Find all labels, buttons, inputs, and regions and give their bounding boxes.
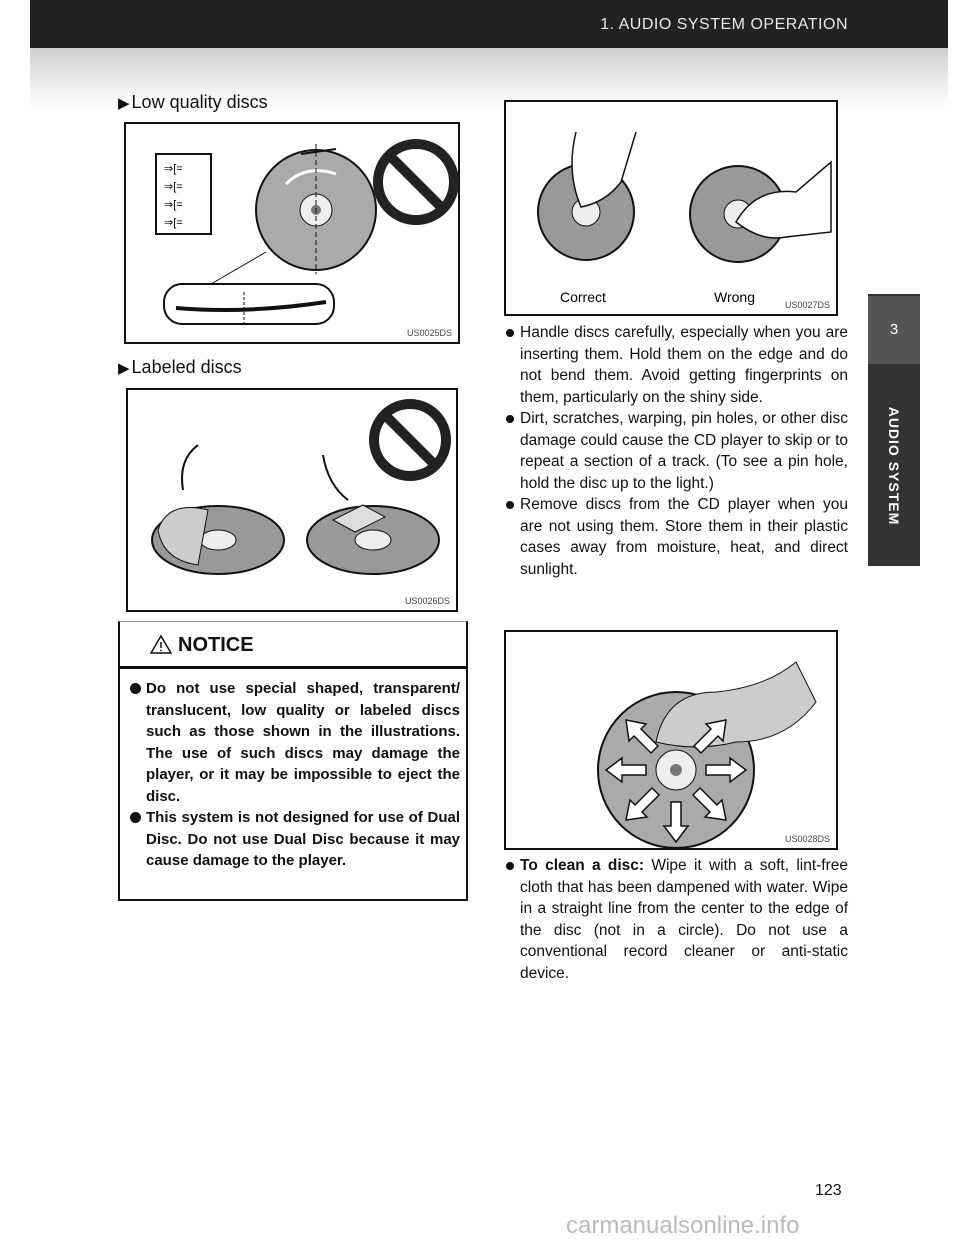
cleaning-lead: To clean a disc: <box>520 857 645 874</box>
correct-label: Correct <box>560 289 606 305</box>
bullet-icon <box>506 501 514 509</box>
svg-text:⇒[=: ⇒[= <box>164 199 183 211</box>
page-header <box>30 0 948 48</box>
chapter-label: AUDIO SYSTEM <box>886 406 902 526</box>
triangle-icon: ▶ <box>118 360 130 377</box>
prohibited-icon <box>378 144 454 220</box>
figure-code: US0028DS <box>784 834 830 844</box>
notice-title: NOTICE <box>178 634 254 656</box>
notice-list <box>130 678 460 872</box>
svg-text:⇒[=: ⇒[= <box>164 217 183 229</box>
notice-item: This system is not designed for use of Dual Disc. Do not use Dual Disc because it may cause damage to the player. <box>130 807 460 872</box>
handling-item: Dirt, scratches, warping, pin holes, or other disc damage could cause the CD player to skip or to repeat a section of a track. (To see a pin hole, hold the disc up to the light.) <box>506 408 848 494</box>
notice-header <box>120 622 466 669</box>
svg-text:⇒[=: ⇒[= <box>164 181 183 193</box>
cleaning-text: Wipe it with a soft, lint-free cloth that has been dampened with water. Wipe in a straight line from the center to the edge of the disc (not in a circle). Do not use a conventional record cleaner or anti-static device. <box>520 857 849 982</box>
chapter-number: 3 <box>868 296 920 364</box>
figure-low-quality-discs <box>124 122 460 344</box>
heading-labeled: ▶ Labeled discs <box>118 357 242 377</box>
notice-item: Do not use special shaped, transparent/ translucent, low quality or labeled discs such as those shown in the illustrations. The use of such discs may damage the player, or it may be impossible to eject the disc. <box>130 678 460 807</box>
cleaning-item <box>506 855 848 984</box>
figure-code: US0025DS <box>406 328 452 338</box>
section-title: 1. AUDIO SYSTEM OPERATION <box>600 16 848 33</box>
disc-icon <box>256 144 376 274</box>
handling-disc-illustration <box>506 102 840 318</box>
warning-icon <box>150 634 172 654</box>
figure-handling-discs <box>504 100 838 316</box>
svg-text:⇒[=: ⇒[= <box>164 163 183 175</box>
heading-low-quality: ▶ Low quality discs <box>118 92 268 112</box>
wrong-handling-disc <box>690 162 831 262</box>
figure-code: US0026DS <box>404 596 450 606</box>
figure-cleaning-disc <box>504 630 838 850</box>
bullet-icon <box>506 329 514 337</box>
handling-list <box>506 322 848 580</box>
page-number: 123 <box>815 1182 842 1199</box>
handling-item: Handle discs carefully, especially when you are inserting them. Hold them on the edge and do not bend them. Avoid getting fingerprints on them, particularly on the shiny side. <box>506 322 848 408</box>
figure-labeled-discs <box>126 388 458 612</box>
correct-handling-disc <box>538 132 636 260</box>
watermark: carmanualsonline.info <box>566 1212 800 1239</box>
cleaning-list <box>506 855 848 984</box>
wrong-label: Wrong <box>714 289 755 305</box>
figure-code: US0027DS <box>784 300 830 310</box>
notice-box <box>118 621 468 901</box>
bullet-icon <box>506 862 514 870</box>
low-quality-disc-illustration <box>126 124 462 346</box>
labeled-disc-illustration <box>128 390 460 614</box>
triangle-icon: ▶ <box>118 95 130 112</box>
prohibited-icon <box>374 404 446 476</box>
bullet-icon <box>506 415 514 423</box>
handling-item: Remove discs from the CD player when you are not using them. Store them in their plastic cases away from moisture, heat, and direct sunlight. <box>506 494 848 580</box>
bullet-icon <box>130 683 141 694</box>
disc-icon <box>152 445 284 574</box>
cleaning-cloth <box>656 662 816 747</box>
bullet-icon <box>130 812 141 823</box>
cleaning-disc-illustration <box>506 632 840 852</box>
